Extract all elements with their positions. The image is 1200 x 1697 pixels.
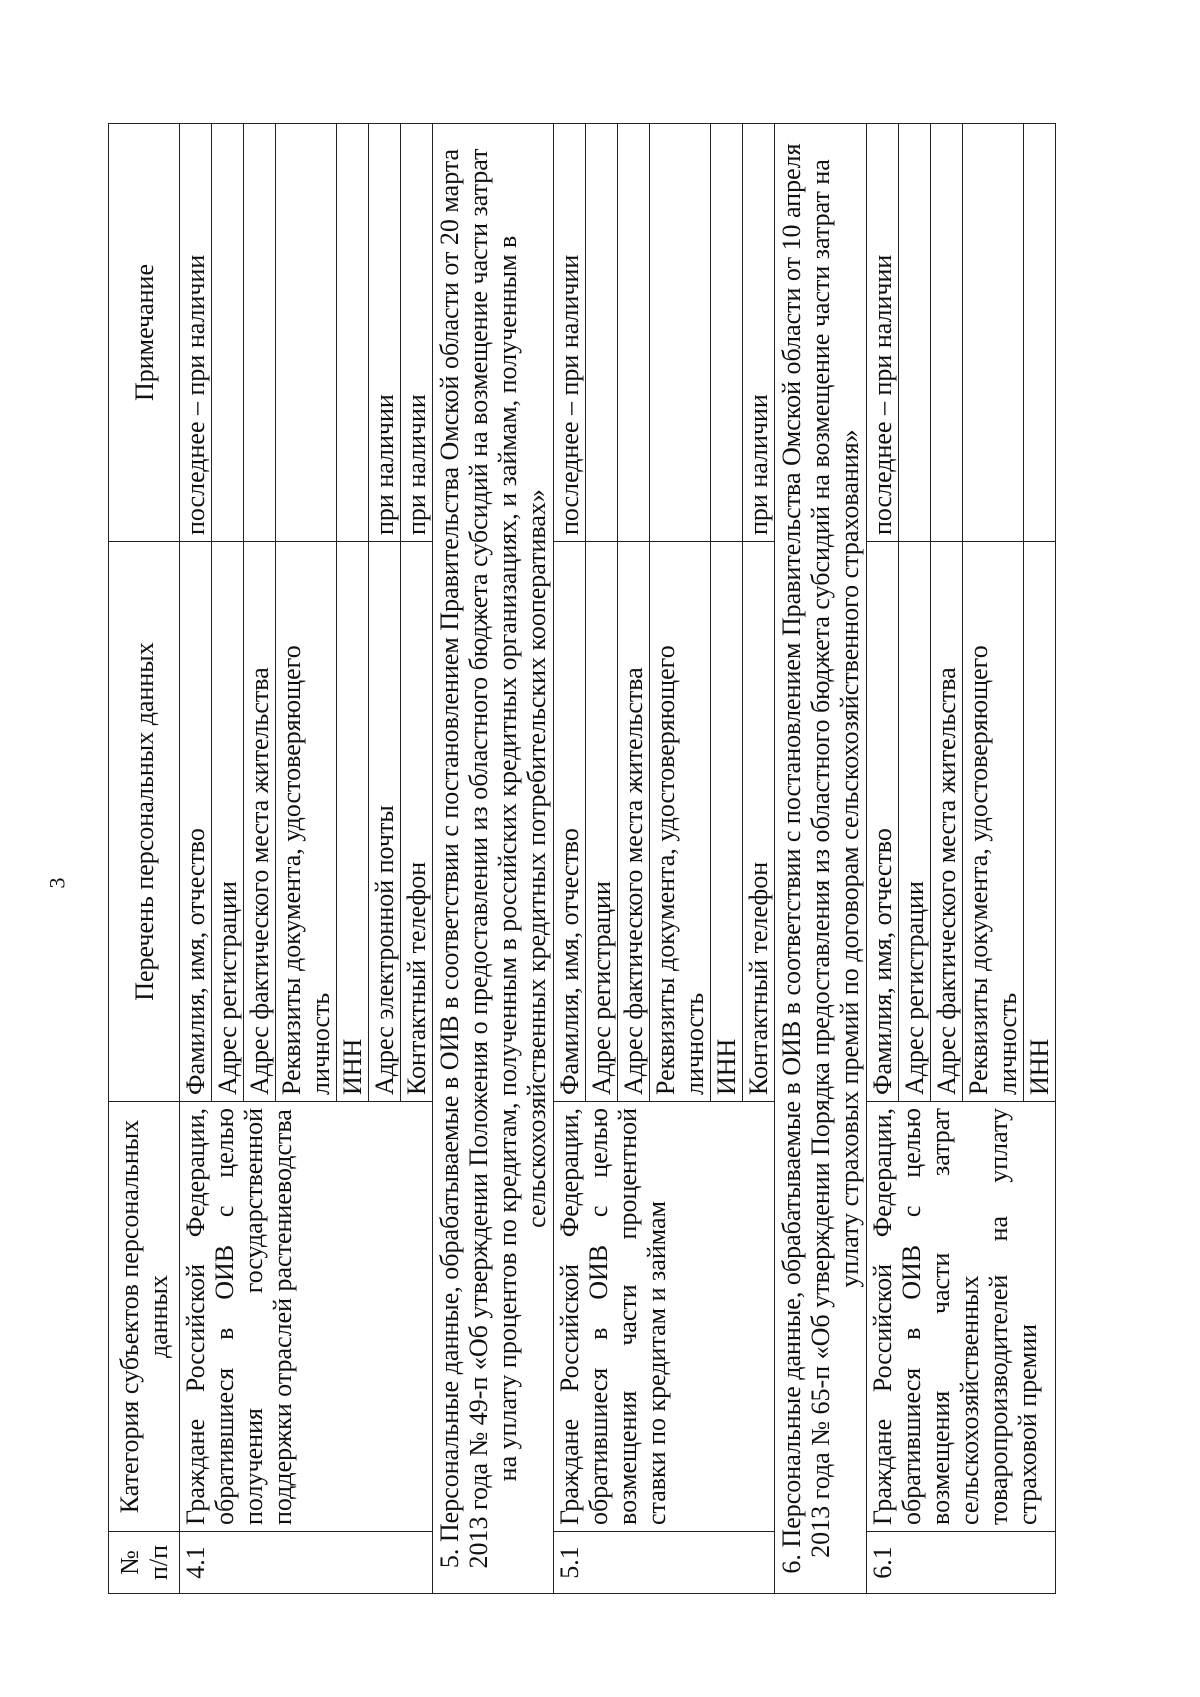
data-item: Адрес электронной почты [369,542,401,1102]
section-5-title: 5. Персональные данные, обрабатываемые в ОИВ в соответствии с постановлением Правительства Омской области от 20 марта 2013 года № 49-п «Об утверждении Положения о предоставлении из областного бюджета субсидий на возмещение части затрат на уплату процентов по кредитам, полученным в российских кредитных организациях, и займам, полученным в сельскохозяйственных кредитных потребительских кооперативах» [433,124,554,1594]
data-item: Контактный телефон [401,542,433,1102]
row-num: 4.1 [180,1532,433,1594]
data-note [618,124,650,542]
header-note: Примечание [109,124,180,542]
table-row [867,124,899,1594]
data-item: Адрес фактического места жительства [244,542,276,1102]
row-category: Граждане Российской Федерации, обратившиеся в ОИВ с целью получения государственной поддержки отраслей растениеводства [180,1102,433,1532]
data-note [931,124,963,542]
page-number: 3 [44,877,70,889]
data-note [244,124,276,542]
data-item: Адрес регистрации [899,542,931,1102]
data-item: Адрес регистрации [586,542,618,1102]
data-note [711,124,743,542]
data-note: последнее – при наличии [180,124,212,542]
data-note: последнее – при наличии [867,124,899,542]
row-category: Граждане Российской Федерации, обратившиеся в ОИВ с целью возмещения части затрат сельскохозяйственных товаропроизводителей на уплату страховой премии [867,1102,1056,1532]
data-note: при наличии [743,124,775,542]
section-6-title: 6. Персональные данные, обрабатываемые в ОИВ в соответствии с постановлением Правительства Омской области от 10 апреля 2013 года № 65-п «Об утверждении Порядка предоставления из областного бюджета субсидий на возмещение части затрат на уплату страховых премий по договорам сельскохозяйственного страхования» [775,124,867,1594]
data-item: Фамилия, имя, отчество [180,542,212,1102]
data-item: Реквизиты документа, удостоверяющего личность [276,542,337,1102]
section-row [433,124,554,1594]
header-num: № п/п [109,1532,180,1594]
data-note [586,124,618,542]
personal-data-table [108,123,1056,1594]
data-note [1024,124,1056,542]
header-data-list: Перечень персональных данных [109,542,180,1102]
row-num: 5.1 [554,1532,775,1594]
data-item: Контактный телефон [743,542,775,1102]
data-note [212,124,244,542]
data-item: Реквизиты документа, удостоверяющего личность [963,542,1024,1102]
data-item: Фамилия, имя, отчество [554,542,586,1102]
data-note [899,124,931,542]
data-item: ИНН [711,542,743,1102]
data-item: Адрес фактического места жительства [618,542,650,1102]
data-note: при наличии [401,124,433,542]
data-note [276,124,337,542]
table-header-row [109,124,180,1594]
row-num: 6.1 [867,1532,1056,1594]
table-row [180,124,212,1594]
data-note: при наличии [369,124,401,542]
data-note [650,124,711,542]
data-item: ИНН [337,542,369,1102]
section-row [775,124,867,1594]
data-note [337,124,369,542]
rotated-table-container [108,124,1108,1594]
data-item: ИНН [1024,542,1056,1102]
data-note [963,124,1024,542]
data-item: Реквизиты документа, удостоверяющего личность [650,542,711,1102]
data-item: Фамилия, имя, отчество [867,542,899,1102]
data-note: последнее – при наличии [554,124,586,542]
row-category: Граждане Российской Федерации, обратившиеся в ОИВ с целью возмещения части процентной ставки по кредитам и займам [554,1102,775,1532]
data-item: Адрес регистрации [212,542,244,1102]
table-row [554,124,586,1594]
data-item: Адрес фактического места жительства [931,542,963,1102]
header-category: Категория субъектов персональных данных [109,1102,180,1532]
